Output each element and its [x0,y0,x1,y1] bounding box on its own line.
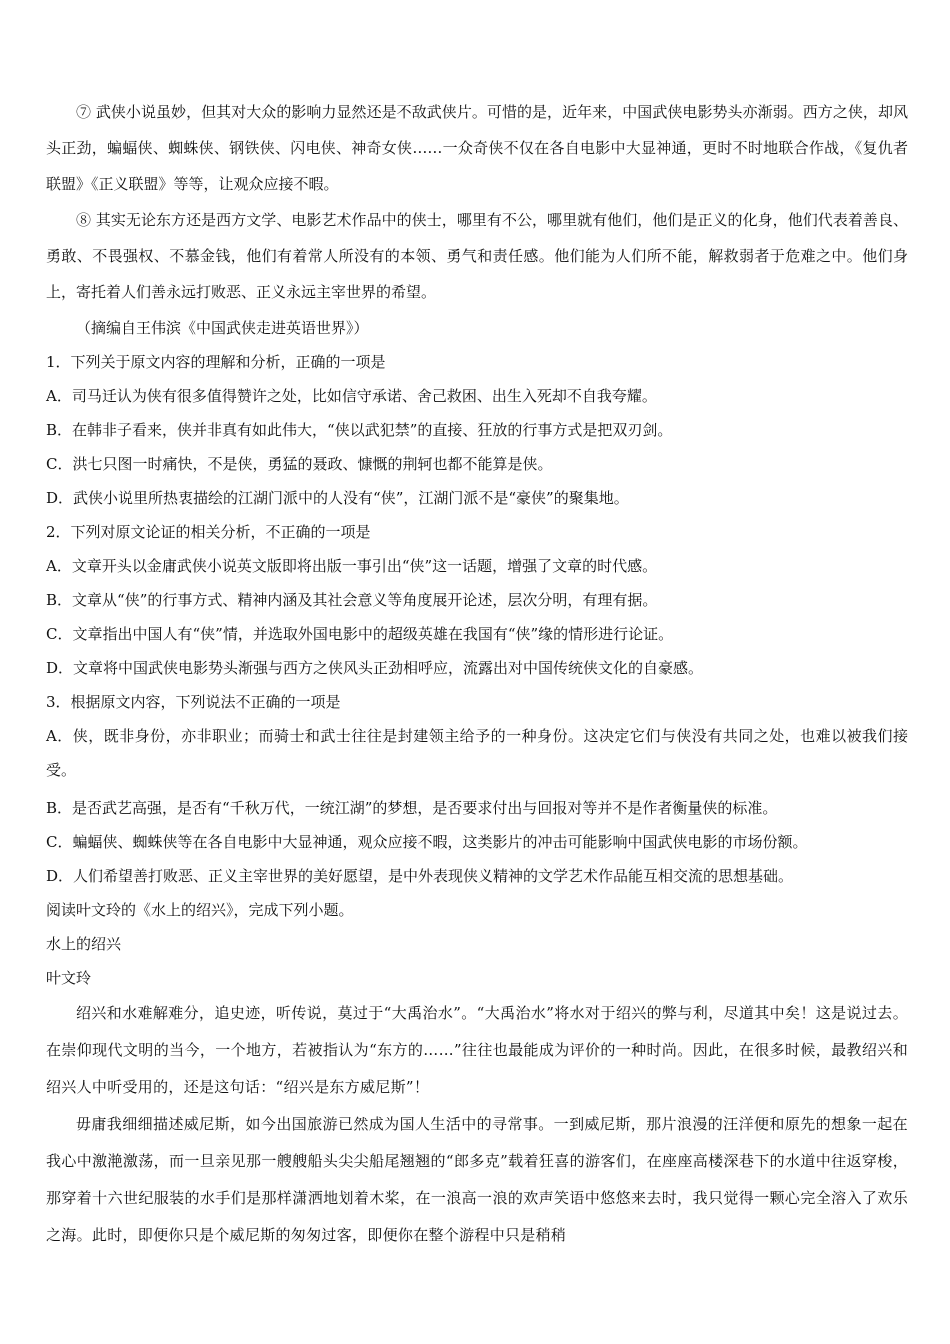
question-3-stem: 3．根据原文内容，下列说法不正确的一项是 [46,693,341,711]
source-citation: （摘编自王伟滨《中国武侠走进英语世界》） [76,319,369,337]
question-1-option-b: B．在韩非子看来，侠并非真有如此伟大，“侠以武犯禁”的直接、狂放的行事方式是把双刃剑。 [46,421,673,439]
essay-paragraph-1-text: 绍兴和水难解难分，追史迹，听传说，莫过于“大禹治水”。“大禹治水”将水对于绍兴的弊与利，尽道其中矣！这是说过去。在崇仰现代文明的当今，一个地方，若被指认为“东方的……”往往也最能成为评价的一种时尚。因此，在很多时候，最教绍兴和绍兴人中听受用的，还是这句话：“绍兴是东方威尼斯”！ [46,1004,908,1096]
question-1-option-c: C．洪七只图一时痛快，不是侠，勇猛的聂政、慷慨的荆轲也都不能算是侠。 [46,455,553,473]
essay-paragraph-1 [46,995,908,1106]
question-2-stem: 2．下列对原文论证的相关分析，不正确的一项是 [46,523,371,541]
essay-title: 水上的绍兴 [46,935,122,953]
question-3-option-b: B．是否武艺高强，是否有“千秋万代，一统江湖”的梦想，是否要求付出与回报对等并不是作者衡量侠的标准。 [46,799,778,817]
question-1-stem: 1．下列关于原文内容的理解和分析，正确的一项是 [46,353,386,371]
essay-paragraph-2 [46,1106,908,1254]
question-3-option-c: C．蝙蝠侠、蜘蛛侠等在各自电影中大显神通，观众应接不暇，这类影片的冲击可能影响中国武侠电影的市场份额。 [46,833,808,851]
question-3-option-d: D．人们希望善打败恶、正义主宰世界的美好愿望，是中外表现侠义精神的文学艺术作品能互相交流的思想基础。 [46,867,794,885]
reading-prompt: 阅读叶文玲的《水上的绍兴》，完成下列小题。 [46,901,354,919]
essay-author: 叶文玲 [46,969,92,987]
question-2-option-a: A．文章开头以金庸武侠小说英文版即将出版一事引出“侠”这一话题，增强了文章的时代感。 [46,557,658,575]
paragraph-8-text: ⑧ 其实无论东方还是西方文学、电影艺术作品中的侠士，哪里有不公，哪里就有他们，他们是正义的化身，他们代表着善良、勇敢、不畏强权、不慕金钱，他们有着常人所没有的本领、勇气和责任感。他们能为人们所不能，解救弱者于危难之中。他们身上，寄托着人们善永远打败恶、正义永远主宰世界的希望。 [46,211,908,301]
passage-paragraph-7 [46,94,908,202]
question-2-option-b: B．文章从“侠”的行事方式、精神内涵及其社会意义等角度展开论述，层次分明，有理有据。 [46,591,658,609]
paragraph-7-text: ⑦ 武侠小说虽妙，但其对大众的影响力显然还是不敌武侠片。可惜的是，近年来，中国武侠电影势头亦渐弱。西方之侠，却风头正劲，蝙蝠侠、蜘蛛侠、钢铁侠、闪电侠、神奇女侠……一众奇侠不仅在各自电影中大显神通，更时不时地联合作战，《复仇者联盟》《正义联盟》等等，让观众应接不暇。 [46,103,908,193]
question-2-option-c: C．文章指出中国人有“侠”情，并选取外国电影中的超级英雄在我国有“侠”缘的情形进行论证。 [46,625,674,643]
question-2-option-d: D．文章将中国武侠电影势头渐强与西方之侠风头正劲相呼应，流露出对中国传统侠文化的自豪感。 [46,659,704,677]
question-1-option-a: A．司马迁认为侠有很多值得赞许之处，比如信守承诺、舍己救困、出生入死却不自我夸耀。 [46,387,657,405]
essay-paragraph-2-text: 毋庸我细细描述威尼斯，如今出国旅游已然成为国人生活中的寻常事。一到威尼斯，那片浪漫的汪洋便和原先的想象一起在我心中激滟激荡，而一旦亲见那一艘艘船头尖尖船尾翘翘的“郎多克”载着狂喜的游客们，在座座高楼深巷下的水道中往返穿梭，那穿着十六世纪服装的水手们是那样潇洒地划着木桨，在一浪高一浪的欢声笑语中悠悠来去时，我只觉得一颗心完全溶入了欢乐之海。此时，即便你只是个威尼斯的匆匆过客，即便你在整个游程中只是稍稍 [46,1115,908,1244]
passage-paragraph-8 [46,202,908,310]
question-3-option-a: A．侠，既非身份，亦非职业；而骑士和武士往往是封建领主给予的一种身份。这决定它们与侠没有共同之处，也难以被我们接受。 [46,727,908,779]
question-1-option-d: D．武侠小说里所热衷描绘的江湖门派中的人没有“侠”，江湖门派不是“豪侠”的聚集地。 [46,489,629,507]
